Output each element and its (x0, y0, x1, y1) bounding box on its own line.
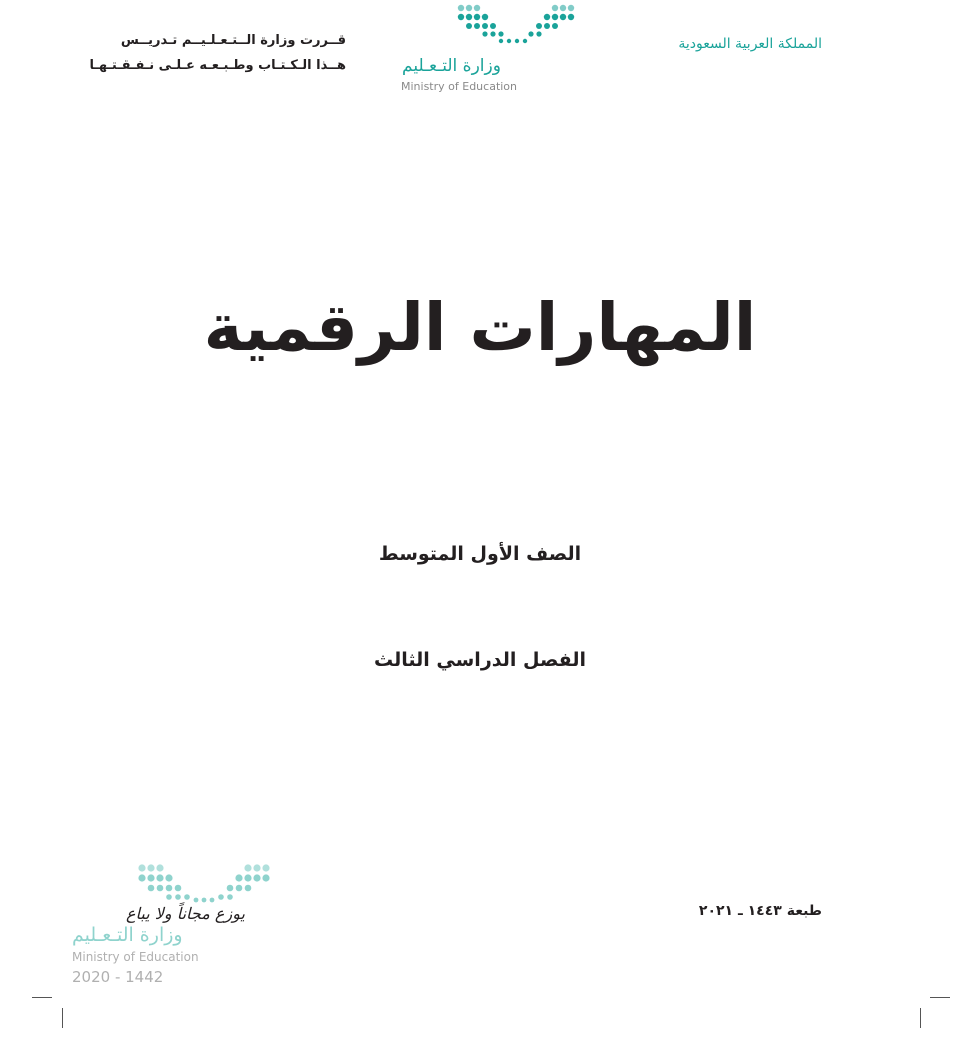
decree-line-1: قــررت وزارة الــتـعـلـيــم تـدريــس (120, 33, 346, 48)
semester-label: الفصل الدراسي الثالث (374, 649, 586, 671)
year-label: 2020 - 1442 (72, 968, 164, 986)
crop-mark-right-v (920, 1008, 921, 1028)
grade-label: الصف الأول المتوسط (378, 543, 582, 565)
ministry-dots-faded-icon (136, 862, 272, 904)
ministry-logo-footer (60, 858, 280, 993)
crop-mark-left-v (62, 1008, 63, 1028)
ministry-name-ar: وزارة التـعـليم (402, 56, 501, 76)
free-distribution-note: يوزع مجاناً ولا يباع (126, 904, 245, 923)
kingdom-name: المملكة العربية السعودية (678, 36, 822, 52)
edition-label: طبعة ١٤٤٣ ـ ٢٠٢١ (698, 903, 822, 919)
ministry-name-ar-footer: وزارة التـعـليم (72, 924, 183, 946)
ministry-name-en-footer: Ministry of Education (72, 950, 199, 964)
ministry-dots-icon (456, 2, 576, 48)
crop-mark-left-h (32, 997, 52, 998)
book-title: المهارات الرقمية (203, 289, 757, 366)
ministry-logo (396, 2, 576, 98)
decree-text (89, 28, 346, 78)
crop-mark-right-h (930, 997, 950, 998)
decree-line-2: هــذا الـكـتـاب وطـبـعـه عـلـى نـفـقـتـهـا (89, 58, 346, 73)
ministry-name-en: Ministry of Education (401, 80, 518, 93)
